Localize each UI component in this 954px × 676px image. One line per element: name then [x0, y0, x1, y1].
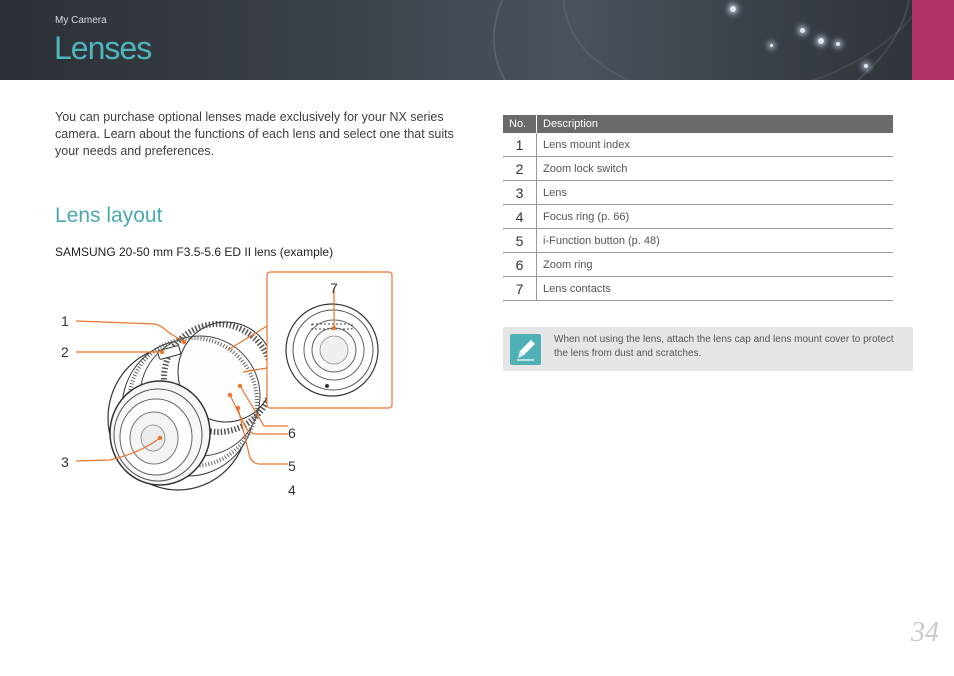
sparkle-decoration — [836, 42, 840, 46]
sparkle-decoration — [864, 64, 868, 68]
table-row — [503, 229, 893, 253]
callout-label-7: 7 — [330, 280, 338, 296]
sparkle-decoration — [818, 38, 824, 44]
row-number: 2 — [503, 157, 537, 181]
callout-label-5: 5 — [288, 458, 296, 474]
table-row — [503, 181, 893, 205]
row-number: 7 — [503, 277, 537, 301]
lens-caption: SAMSUNG 20-50 mm F3.5-5.6 ED II lens (example) — [55, 245, 334, 259]
callout-label-1: 1 — [61, 313, 69, 329]
section-accent-bar — [912, 0, 954, 80]
row-description: Lens — [537, 181, 894, 205]
page-title: Lenses — [54, 30, 152, 66]
row-description: Lens mount index — [537, 133, 894, 157]
page-number: 34 — [911, 617, 939, 648]
row-description: Zoom ring — [537, 253, 894, 277]
page-header — [0, 0, 954, 80]
table-row — [503, 253, 893, 277]
intro-paragraph: You can purchase optional lenses made exclusively for your NX series camera. Learn about the functions of each lens and select one that suits your needs and preferences. — [55, 110, 454, 158]
sparkle-decoration — [730, 6, 736, 12]
sparkle-decoration — [800, 28, 805, 33]
sparkle-decoration — [770, 44, 773, 47]
lens-parts-table — [503, 115, 893, 301]
row-number: 4 — [503, 205, 537, 229]
callout-label-6: 6 — [288, 425, 296, 441]
breadcrumb: My Camera — [55, 15, 107, 26]
callout-label-4: 4 — [288, 482, 296, 498]
pencil-icon — [510, 334, 541, 365]
row-number: 1 — [503, 133, 537, 157]
row-description: Zoom lock switch — [537, 157, 894, 181]
table-row — [503, 157, 893, 181]
note-box — [503, 327, 913, 371]
row-description: Lens contacts — [537, 277, 894, 301]
row-number: 6 — [503, 253, 537, 277]
table-row — [503, 133, 893, 157]
table-header-row — [503, 115, 893, 133]
row-number: 3 — [503, 181, 537, 205]
callout-label-2: 2 — [61, 344, 69, 360]
row-number: 5 — [503, 229, 537, 253]
column-header-description: Description — [537, 115, 894, 133]
note-text: When not using the lens, attach the lens cap and lens mount cover to protect the lens from dust and scratches. — [554, 334, 894, 359]
callout-label-3: 3 — [61, 454, 69, 470]
rear-lens-illustration — [286, 304, 378, 396]
lens-diagram — [50, 268, 410, 508]
table-row — [503, 205, 893, 229]
row-description: Focus ring (p. 66) — [537, 205, 894, 229]
lens-illustration — [108, 322, 274, 490]
row-description: i-Function button (p. 48) — [537, 229, 894, 253]
section-title: Lens layout — [55, 204, 163, 227]
table-row — [503, 277, 893, 301]
column-header-no: No. — [503, 115, 537, 133]
